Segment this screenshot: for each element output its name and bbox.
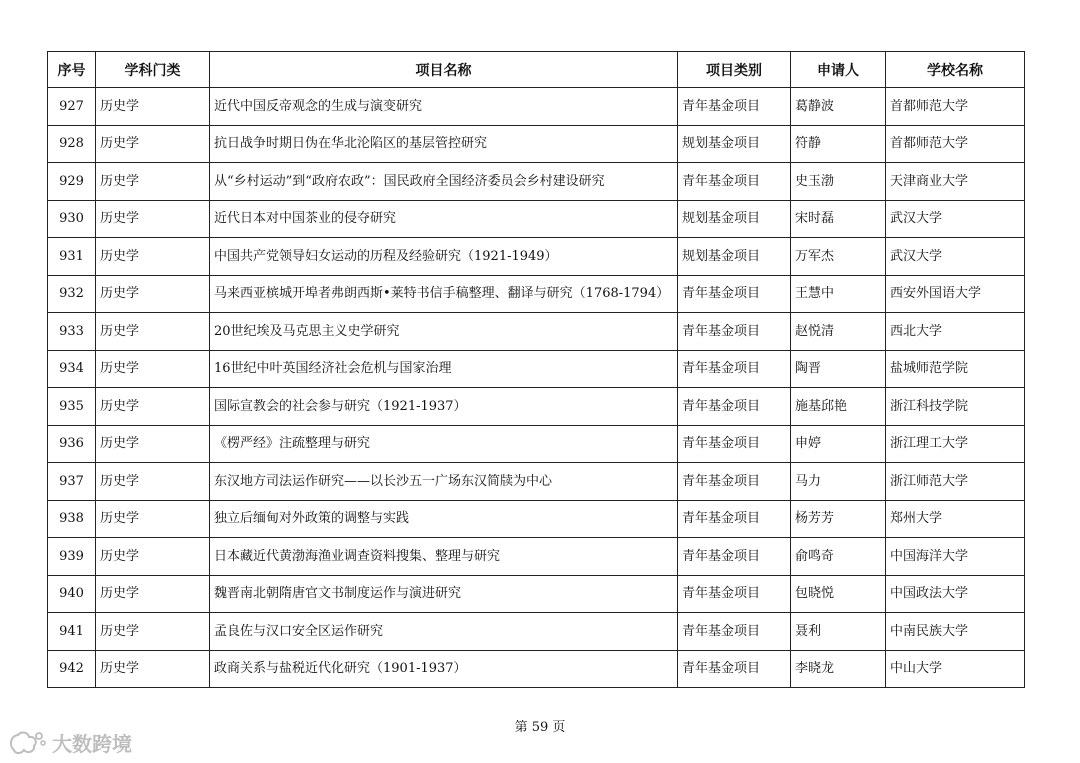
school-cell: 西北大学 — [886, 313, 1025, 351]
project-name-cell: 东汉地方司法运作研究——以长沙五一广场东汉简牍为中心 — [210, 463, 678, 501]
project-name-cell: 国际宣教会的社会参与研究（1921-1937） — [210, 388, 678, 426]
discipline-cell: 历史学 — [96, 238, 210, 276]
table-row — [48, 463, 1025, 501]
serial-cell: 939 — [48, 538, 96, 576]
table-row — [48, 275, 1025, 313]
project-name-cell: 政商关系与盐税近代化研究（1901-1937） — [210, 650, 678, 688]
table-row — [48, 238, 1025, 276]
header-project-name: 项目名称 — [210, 52, 678, 88]
project-name-cell: 马来西亚槟城开埠者弗朗西斯•莱特书信手稿整理、翻译与研究（1768-1794） — [210, 275, 678, 313]
project-name-cell: 近代日本对中国茶业的侵夺研究 — [210, 200, 678, 238]
project-name-cell: 20世纪埃及马克思主义史学研究 — [210, 313, 678, 351]
discipline-cell: 历史学 — [96, 538, 210, 576]
table-row — [48, 350, 1025, 388]
discipline-cell: 历史学 — [96, 463, 210, 501]
discipline-cell: 历史学 — [96, 575, 210, 613]
project-type-cell: 青年基金项目 — [678, 275, 791, 313]
school-cell: 中国政法大学 — [886, 575, 1025, 613]
table-row — [48, 313, 1025, 351]
serial-cell: 930 — [48, 200, 96, 238]
applicant-cell: 马力 — [791, 463, 886, 501]
discipline-cell: 历史学 — [96, 313, 210, 351]
project-type-cell: 规划基金项目 — [678, 200, 791, 238]
discipline-cell: 历史学 — [96, 425, 210, 463]
serial-cell: 934 — [48, 350, 96, 388]
school-cell: 郑州大学 — [886, 500, 1025, 538]
discipline-cell: 历史学 — [96, 88, 210, 126]
project-name-cell: 魏晋南北朝隋唐官文书制度运作与演进研究 — [210, 575, 678, 613]
discipline-cell: 历史学 — [96, 125, 210, 163]
watermark — [8, 728, 132, 757]
table-row — [48, 575, 1025, 613]
school-cell: 首都师范大学 — [886, 125, 1025, 163]
project-type-cell: 青年基金项目 — [678, 163, 791, 201]
project-type-cell: 青年基金项目 — [678, 538, 791, 576]
table-row — [48, 613, 1025, 651]
applicant-cell: 申婷 — [791, 425, 886, 463]
applicant-cell: 赵悦清 — [791, 313, 886, 351]
project-name-cell: 《楞严经》注疏整理与研究 — [210, 425, 678, 463]
applicant-cell: 万军杰 — [791, 238, 886, 276]
serial-cell: 932 — [48, 275, 96, 313]
school-cell: 浙江理工大学 — [886, 425, 1025, 463]
serial-cell: 936 — [48, 425, 96, 463]
school-cell: 西安外国语大学 — [886, 275, 1025, 313]
school-cell: 浙江师范大学 — [886, 463, 1025, 501]
applicant-cell: 聂利 — [791, 613, 886, 651]
serial-cell: 927 — [48, 88, 96, 126]
table-row — [48, 388, 1025, 426]
serial-cell: 933 — [48, 313, 96, 351]
table-header-row — [48, 52, 1025, 88]
table-row — [48, 425, 1025, 463]
school-cell: 浙江科技学院 — [886, 388, 1025, 426]
project-table — [47, 51, 1025, 688]
bubble-logo-icon — [8, 730, 46, 756]
project-type-cell: 青年基金项目 — [678, 350, 791, 388]
project-type-cell: 青年基金项目 — [678, 313, 791, 351]
watermark-text: 大数跨境 — [52, 732, 132, 756]
table-row — [48, 500, 1025, 538]
project-type-cell: 青年基金项目 — [678, 463, 791, 501]
discipline-cell: 历史学 — [96, 275, 210, 313]
project-name-cell: 近代中国反帝观念的生成与演变研究 — [210, 88, 678, 126]
discipline-cell: 历史学 — [96, 500, 210, 538]
discipline-cell: 历史学 — [96, 200, 210, 238]
applicant-cell: 李晓龙 — [791, 650, 886, 688]
serial-cell: 929 — [48, 163, 96, 201]
serial-cell: 941 — [48, 613, 96, 651]
project-type-cell: 青年基金项目 — [678, 425, 791, 463]
project-type-cell: 青年基金项目 — [678, 650, 791, 688]
serial-cell: 937 — [48, 463, 96, 501]
serial-cell: 938 — [48, 500, 96, 538]
discipline-cell: 历史学 — [96, 388, 210, 426]
header-project-type: 项目类别 — [678, 52, 791, 88]
project-type-cell: 青年基金项目 — [678, 500, 791, 538]
applicant-cell: 杨芳芳 — [791, 500, 886, 538]
school-cell: 武汉大学 — [886, 238, 1025, 276]
table-row — [48, 163, 1025, 201]
table-row — [48, 538, 1025, 576]
school-cell: 盐城师范学院 — [886, 350, 1025, 388]
school-cell: 天津商业大学 — [886, 163, 1025, 201]
project-type-cell: 青年基金项目 — [678, 388, 791, 426]
project-type-cell: 规划基金项目 — [678, 238, 791, 276]
discipline-cell: 历史学 — [96, 163, 210, 201]
table-row — [48, 88, 1025, 126]
applicant-cell: 葛静波 — [791, 88, 886, 126]
project-type-cell: 规划基金项目 — [678, 125, 791, 163]
project-type-cell: 青年基金项目 — [678, 88, 791, 126]
applicant-cell: 宋时磊 — [791, 200, 886, 238]
page-number: 第 59 页 — [514, 720, 566, 735]
serial-cell: 928 — [48, 125, 96, 163]
applicant-cell: 俞鸣奇 — [791, 538, 886, 576]
school-cell: 中山大学 — [886, 650, 1025, 688]
project-name-cell: 中国共产党领导妇女运动的历程及经验研究（1921-1949） — [210, 238, 678, 276]
discipline-cell: 历史学 — [96, 613, 210, 651]
applicant-cell: 包晓悦 — [791, 575, 886, 613]
project-name-cell: 抗日战争时期日伪在华北沦陷区的基层管控研究 — [210, 125, 678, 163]
discipline-cell: 历史学 — [96, 650, 210, 688]
project-type-cell: 青年基金项目 — [678, 613, 791, 651]
project-name-cell: 16世纪中叶英国经济社会危机与国家治理 — [210, 350, 678, 388]
serial-cell: 940 — [48, 575, 96, 613]
project-type-cell: 青年基金项目 — [678, 575, 791, 613]
applicant-cell: 史玉渤 — [791, 163, 886, 201]
serial-cell: 942 — [48, 650, 96, 688]
serial-cell: 931 — [48, 238, 96, 276]
table-row — [48, 650, 1025, 688]
table-row — [48, 200, 1025, 238]
school-cell: 中国海洋大学 — [886, 538, 1025, 576]
header-school: 学校名称 — [886, 52, 1025, 88]
serial-cell: 935 — [48, 388, 96, 426]
applicant-cell: 王慧中 — [791, 275, 886, 313]
project-name-cell: 孟良佐与汉口安全区运作研究 — [210, 613, 678, 651]
discipline-cell: 历史学 — [96, 350, 210, 388]
school-cell: 首都师范大学 — [886, 88, 1025, 126]
applicant-cell: 符静 — [791, 125, 886, 163]
header-applicant: 申请人 — [791, 52, 886, 88]
table-row — [48, 125, 1025, 163]
applicant-cell: 施基邱艳 — [791, 388, 886, 426]
table-body — [48, 88, 1025, 688]
header-discipline: 学科门类 — [96, 52, 210, 88]
applicant-cell: 陶晋 — [791, 350, 886, 388]
header-serial: 序号 — [48, 52, 96, 88]
project-name-cell: 从“乡村运动”到“政府农政”：国民政府全国经济委员会乡村建设研究 — [210, 163, 678, 201]
school-cell: 武汉大学 — [886, 200, 1025, 238]
school-cell: 中南民族大学 — [886, 613, 1025, 651]
project-name-cell: 日本藏近代黄渤海渔业调查资料搜集、整理与研究 — [210, 538, 678, 576]
project-name-cell: 独立后缅甸对外政策的调整与实践 — [210, 500, 678, 538]
